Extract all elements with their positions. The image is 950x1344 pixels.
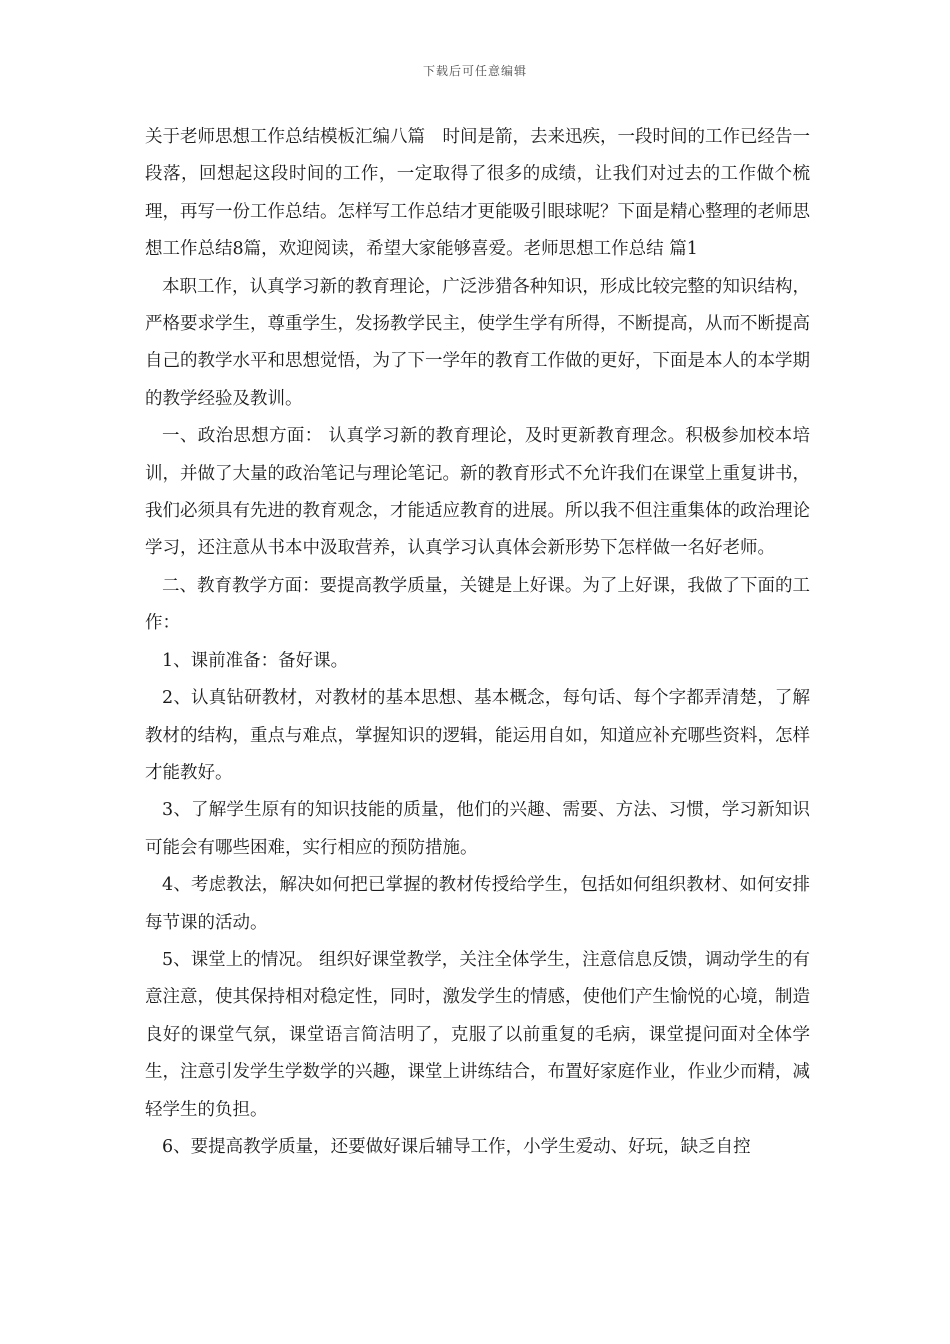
list-item-4: 4、考虑教法，解决如何把已掌握的教材传授给学生，包括如何组织教材、如何安排每节课的活动。 <box>145 875 810 933</box>
paragraph-political: 一、政治思想方面： 认真学习新的教育理论，及时更新教育理念。积极参加校本培训，并做了大量的政治笔记与理论笔记。新的教育形式不允许我们在课堂上重复讲书，我们必须具有先进的教育观念，才能适应教育的进展。所以我不但注重集体的政治理论学习，还注意从书本中汲取营养，认真学习认真体会新形势下怎样做一名好老师。 <box>145 426 810 559</box>
list-item-1: 1、课前准备：备好课。 <box>162 650 349 671</box>
paragraph-duties: 本职工作，认真学习新的教育理论，广泛涉猎各种知识，形成比较完整的知识结构，严格要求学生，尊重学生，发扬教学民主，使学生学有所得，不断提高，从而不断提高自己的教学水平和思想觉悟，为了下一学年的教育工作做的更好，下面是本人的本学期的教学经验及教训。 <box>145 276 810 409</box>
list-item-2: 2、认真钻研教材，对教材的基本思想、基本概念，每句话、每个字都弄清楚，了解教材的结构，重点与难点，掌握知识的逻辑，能运用自如，知道应补充哪些资料，怎样才能教好。 <box>145 688 810 783</box>
page-header-note: 下载后可任意编辑 <box>422 64 527 78</box>
list-item-5: 5、课堂上的情况。 组织好课堂教学，关注全体学生，注意信息反馈，调动学生的有意注意，使其保持相对稳定性，同时，激发学生的情感，使他们产生愉悦的心境，制造良好的课堂气氛，课堂语言简洁明了，克服了以前重复的毛病，课堂提问面对全体学生，注意引发学生学数学的兴趣，课堂上讲练结合，布置好家庭作业，作业少而精，减轻学生的负担。 <box>145 949 810 1120</box>
paragraph-intro: 关于老师思想工作总结模板汇编八篇 时间是箭，去来迅疾，一段时间的工作已经告一段落，回想起这段时间的工作，一定取得了很多的成绩，让我们对过去的工作做个梳理，再写一份工作总结。怎样写工作总结才更能吸引眼球呢？下面是精心整理的老师思想工作总结8篇，欢迎阅读，希望大家能够喜爱。老师思想工作总结 篇1 <box>145 127 810 260</box>
list-item-6: 6、要提高教学质量，还要做好课后辅导工作，小学生爱动、好玩，缺乏自控 <box>162 1136 751 1157</box>
document-body <box>145 119 810 1166</box>
paragraph-teaching: 二、教育教学方面：要提高教学质量，关键是上好课。为了上好课，我做了下面的工作： <box>145 575 810 634</box>
list-item-3: 3、了解学生原有的知识技能的质量，他们的兴趣、需要、方法、习惯，学习新知识可能会有哪些困难，实行相应的预防措施。 <box>145 800 810 858</box>
